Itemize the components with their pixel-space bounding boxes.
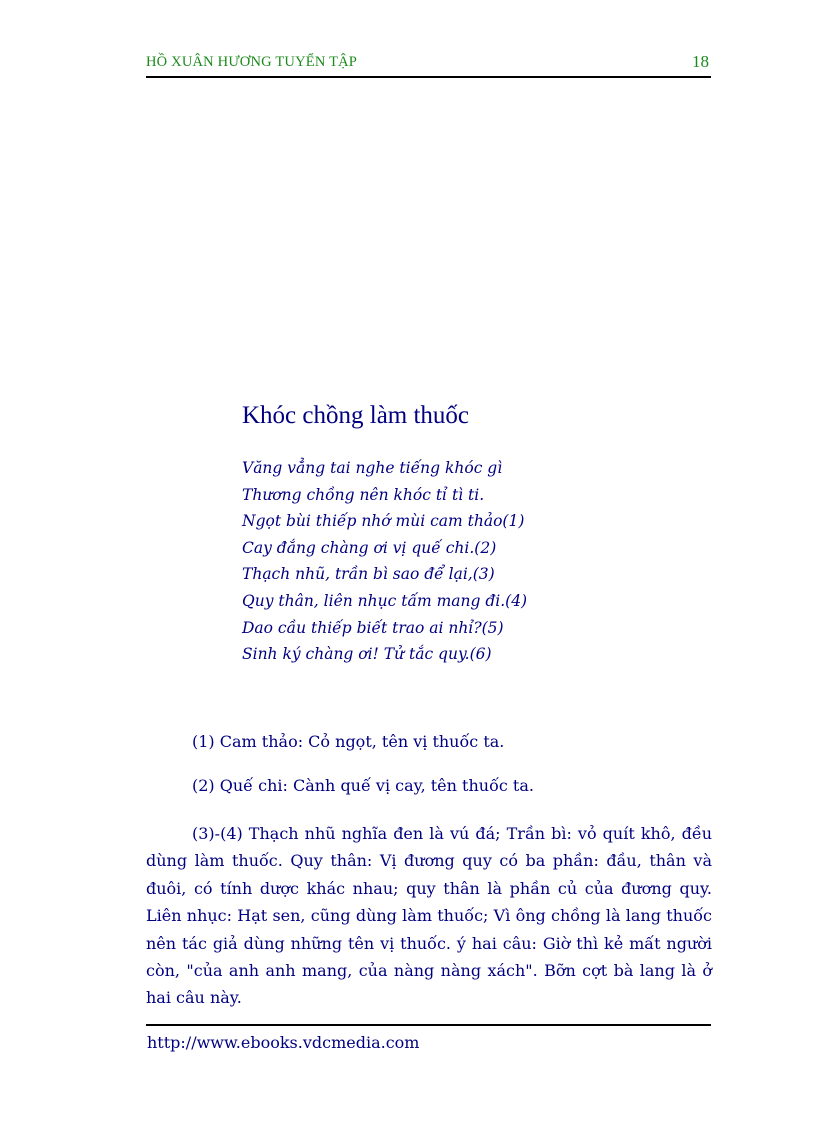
poem-line: Văng vẳng tai nghe tiếng khóc gì [242,459,503,477]
poem-line: Quy thân, liên nhục tấm mang đi.(4) [242,591,528,610]
footnote-line: nên tác giả dùng những tên vị thuốc. ý hai câu: Giờ thì kẻ mất người [146,933,712,953]
poem-line: Sinh ký chàng ơi! Tử tắc quy.(6) [242,645,492,664]
footnote-line: (3)-(4) Thạch nhũ nghĩa đen là vú đá; Trần bì: vỏ quít khô, đều [192,824,712,843]
poem-title: Khóc chồng làm thuốc [242,402,470,429]
poem-line: Ngọt bùi thiếp nhớ mùi cam thảo(1) [242,512,525,531]
poem-line: Thạch nhũ, trần bì sao để lại,(3) [242,565,495,584]
poem-body [242,455,527,668]
footnote-2: (2) Quế chi: Cành quế vị cay, tên thuốc ta. [192,776,534,795]
footnote-line: Liên nhục: Hạt sen, cũng dùng làm thuốc; Vì ông chồng là lang thuốc [146,906,712,926]
footnote-line: hai câu này. [146,988,242,1008]
page-header [146,52,711,78]
footnote-1: (1) Cam thảo: Cỏ ngọt, tên vị thuốc ta. [192,732,505,751]
footer-divider [146,1024,711,1026]
footnote-3-4 [146,820,712,1012]
book-title: HỒ XUÂN HƯƠNG TUYỂN TẬP [146,54,358,70]
footnote-line: đuôi, có tính dược khác nhau; quy thân là phần củ của đương quy. [146,878,712,898]
poem-line: Cay đắng chàng ơi vị quế chi.(2) [242,538,497,557]
footer-url-link[interactable]: http://www.ebooks.vdcmedia.com [147,1033,420,1052]
footnote-line: còn, "của anh anh mang, của nàng nàng xách". Bỡn cợt bà lang là ở [146,961,712,981]
poem-line: Thương chồng nên khóc tỉ tì ti. [242,485,485,504]
page-number: 18 [692,52,709,71]
poem-line: Dao cầu thiếp biết trao ai nhỉ?(5) [242,618,504,637]
footnote-line: dùng làm thuốc. Quy thân: Vị đương quy có ba phần: đầu, thân và [146,851,712,871]
